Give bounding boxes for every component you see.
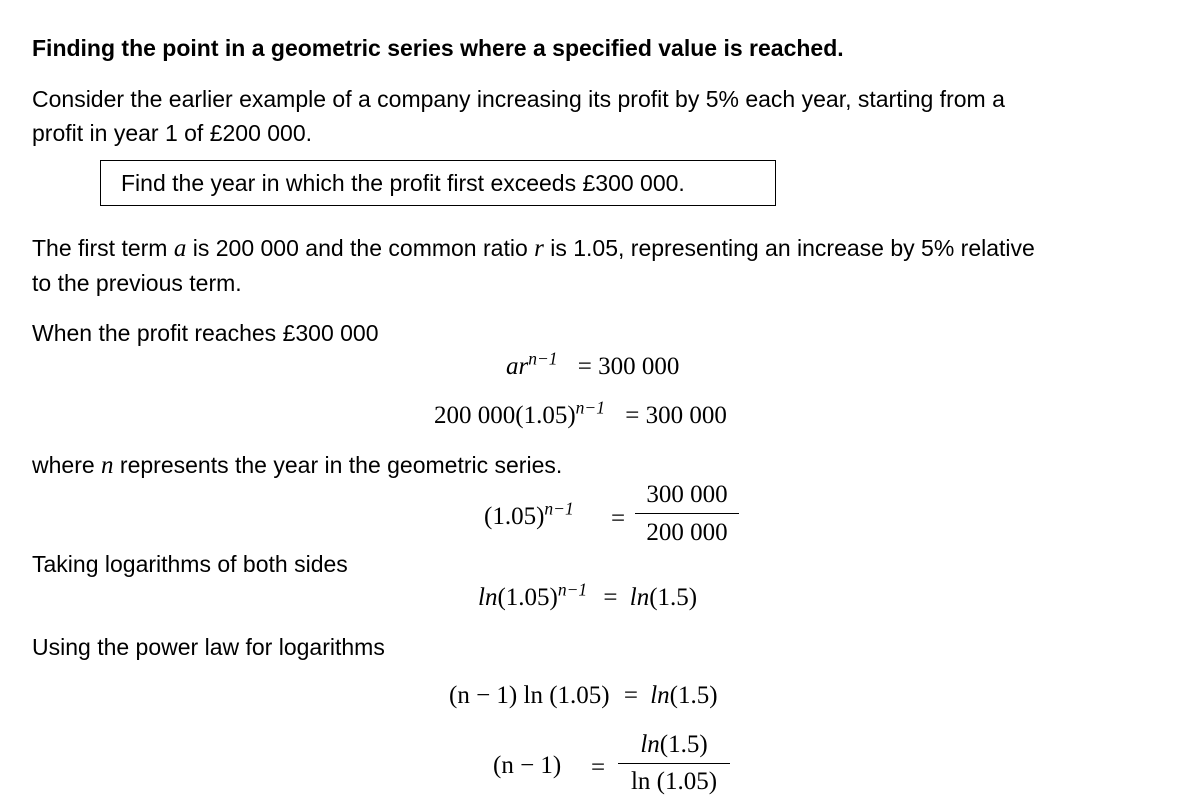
- var-a: a: [173, 235, 187, 262]
- equation-3-lhs: [484, 498, 574, 531]
- eq1-rhs: = 300 000: [577, 353, 680, 380]
- eq3-fraction-bar: [635, 513, 739, 514]
- eq4-lhs-fn: ln: [478, 584, 498, 611]
- eq6-fraction-bar: [618, 763, 730, 764]
- eq6-num-arg: (1.5): [659, 731, 708, 758]
- eq6-denominator: ln (1.05): [630, 768, 718, 795]
- section-heading: Finding the point in a geometric series where a specified value is reached.: [32, 35, 844, 61]
- eq6-equals: =: [591, 754, 606, 781]
- eq5-equals: =: [623, 682, 638, 709]
- equation-4: [478, 579, 698, 612]
- eq6-fraction: [618, 731, 730, 796]
- eq3-lhs-exp: n−1: [544, 498, 574, 519]
- eq4-lhs-base: (1.05): [497, 584, 558, 611]
- eq3-numerator: 300 000: [646, 481, 728, 508]
- eq5-rhs-fn: ln: [650, 682, 670, 709]
- var-n: n: [101, 452, 114, 479]
- eq2-lhs-base: 200 000(1.05): [434, 402, 576, 429]
- eq4-rhs-arg: (1.5): [649, 584, 698, 611]
- eq6-lhs: (n − 1): [493, 752, 562, 779]
- where-text: [32, 452, 562, 480]
- eq3-equals: =: [611, 505, 626, 532]
- intro-line-2: profit in year 1 of £200 000.: [32, 120, 313, 146]
- where-part2: represents the year in the geometric series.: [113, 452, 563, 478]
- power-law-text: Using the power law for logarithms: [32, 634, 385, 660]
- eq6-numerator: [618, 731, 730, 759]
- eq3-denominator: 200 000: [646, 519, 728, 546]
- eq6-num-fn: ln: [640, 731, 660, 758]
- equation-5: [449, 682, 718, 710]
- paragraph-first-term-line2: to the previous term.: [32, 270, 242, 296]
- eq4-equals: =: [603, 584, 618, 611]
- paragraph-first-term: [32, 235, 1035, 263]
- where-part1: where: [32, 452, 102, 478]
- task-text: Find the year in which the profit first exceeds £300 000.: [121, 170, 685, 196]
- eq4-rhs-fn: ln: [629, 584, 650, 611]
- eq1-lhs-base: ar: [506, 353, 529, 380]
- eq5-lhs: (n − 1) ln (1.05): [449, 682, 610, 709]
- eq2-rhs: = 300 000: [625, 402, 727, 429]
- eq3-lhs-base: (1.05): [484, 503, 545, 530]
- eq3-fraction: [635, 481, 739, 547]
- task-box: [100, 160, 776, 206]
- eq1-lhs-exp: n−1: [528, 348, 558, 369]
- eq2-lhs-exp: n−1: [575, 397, 605, 418]
- para2-part3: is 1.05, representing an increase by 5% relative: [543, 235, 1035, 261]
- intro-line-1: Consider the earlier example of a company increasing its profit by 5% each year, starting from a: [32, 86, 1005, 112]
- taking-logs-text: Taking logarithms of both sides: [32, 551, 348, 577]
- when-text: When the profit reaches £300 000: [32, 320, 379, 346]
- equation-1: [506, 348, 680, 381]
- eq4-lhs-exp: n−1: [557, 579, 588, 600]
- para2-part1: The first term: [32, 235, 174, 261]
- eq5-rhs-arg: (1.5): [669, 682, 718, 709]
- para2-part2: is 200 000 and the common ratio: [186, 235, 535, 261]
- equation-2: [434, 397, 727, 430]
- var-r: r: [534, 235, 544, 262]
